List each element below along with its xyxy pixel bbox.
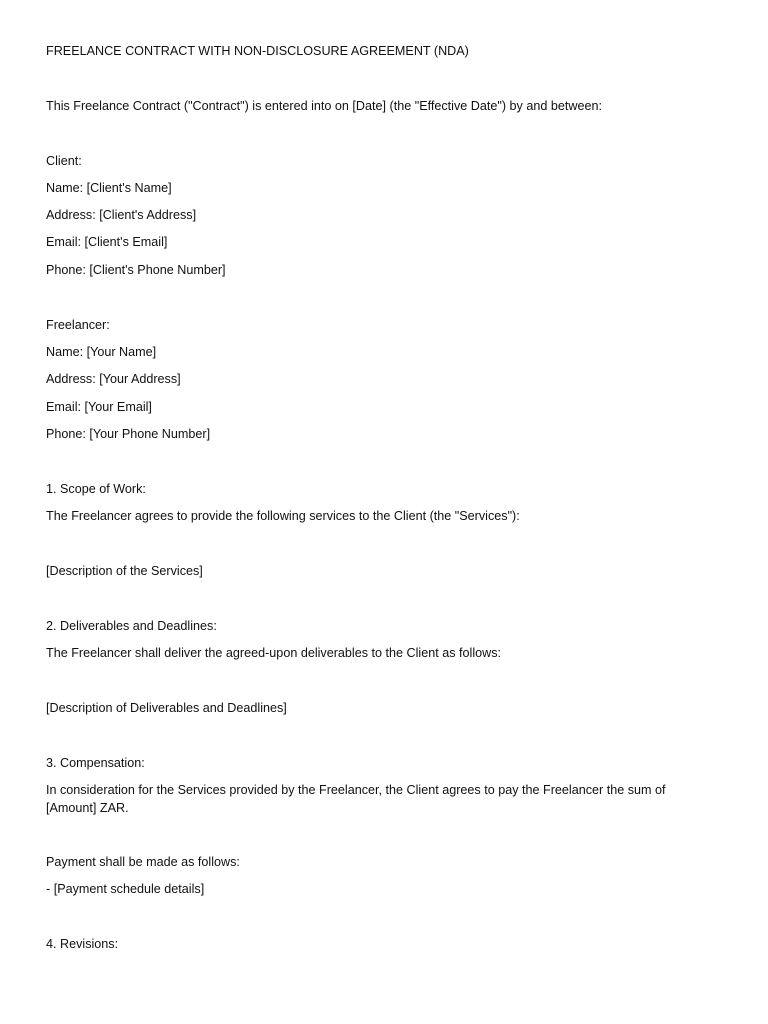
client-address: Address: [Client's Address] <box>46 208 197 222</box>
scope-heading: 1. Scope of Work: <box>46 482 146 496</box>
payment-item: - [Payment schedule details] <box>46 882 205 896</box>
client-name: Name: [Client's Name] <box>46 181 172 195</box>
document-title: FREELANCE CONTRACT WITH NON-DISCLOSURE AGREEMENT (NDA) <box>46 44 469 58</box>
payment-heading: Payment shall be made as follows: <box>46 855 240 869</box>
client-heading: Client: <box>46 154 82 168</box>
deliverables-text: The Freelancer shall deliver the agreed-upon deliverables to the Client as follows: <box>46 646 502 660</box>
compensation-text: In consideration for the Services provided by the Freelancer, the Client agrees to pay the Freelancer the sum of [Amount] ZAR. <box>46 783 666 815</box>
revisions-heading: 4. Revisions: <box>46 937 119 951</box>
intro-paragraph: This Freelance Contract ("Contract") is entered into on [Date] (the "Effective Date") by and between: <box>46 99 602 113</box>
deliverables-heading: 2. Deliverables and Deadlines: <box>46 619 217 633</box>
scope-text: The Freelancer agrees to provide the following services to the Client (the "Services"): <box>46 509 520 523</box>
compensation-heading: 3. Compensation: <box>46 756 145 770</box>
scope-placeholder: [Description of the Services] <box>46 564 203 578</box>
freelancer-name: Name: [Your Name] <box>46 345 157 359</box>
freelancer-heading: Freelancer: <box>46 318 110 332</box>
freelancer-email: Email: [Your Email] <box>46 400 152 414</box>
freelancer-address: Address: [Your Address] <box>46 372 181 386</box>
freelancer-phone: Phone: [Your Phone Number] <box>46 427 211 441</box>
deliverables-placeholder: [Description of Deliverables and Deadlines] <box>46 701 287 715</box>
client-phone: Phone: [Client's Phone Number] <box>46 263 226 277</box>
client-email: Email: [Client's Email] <box>46 235 168 249</box>
